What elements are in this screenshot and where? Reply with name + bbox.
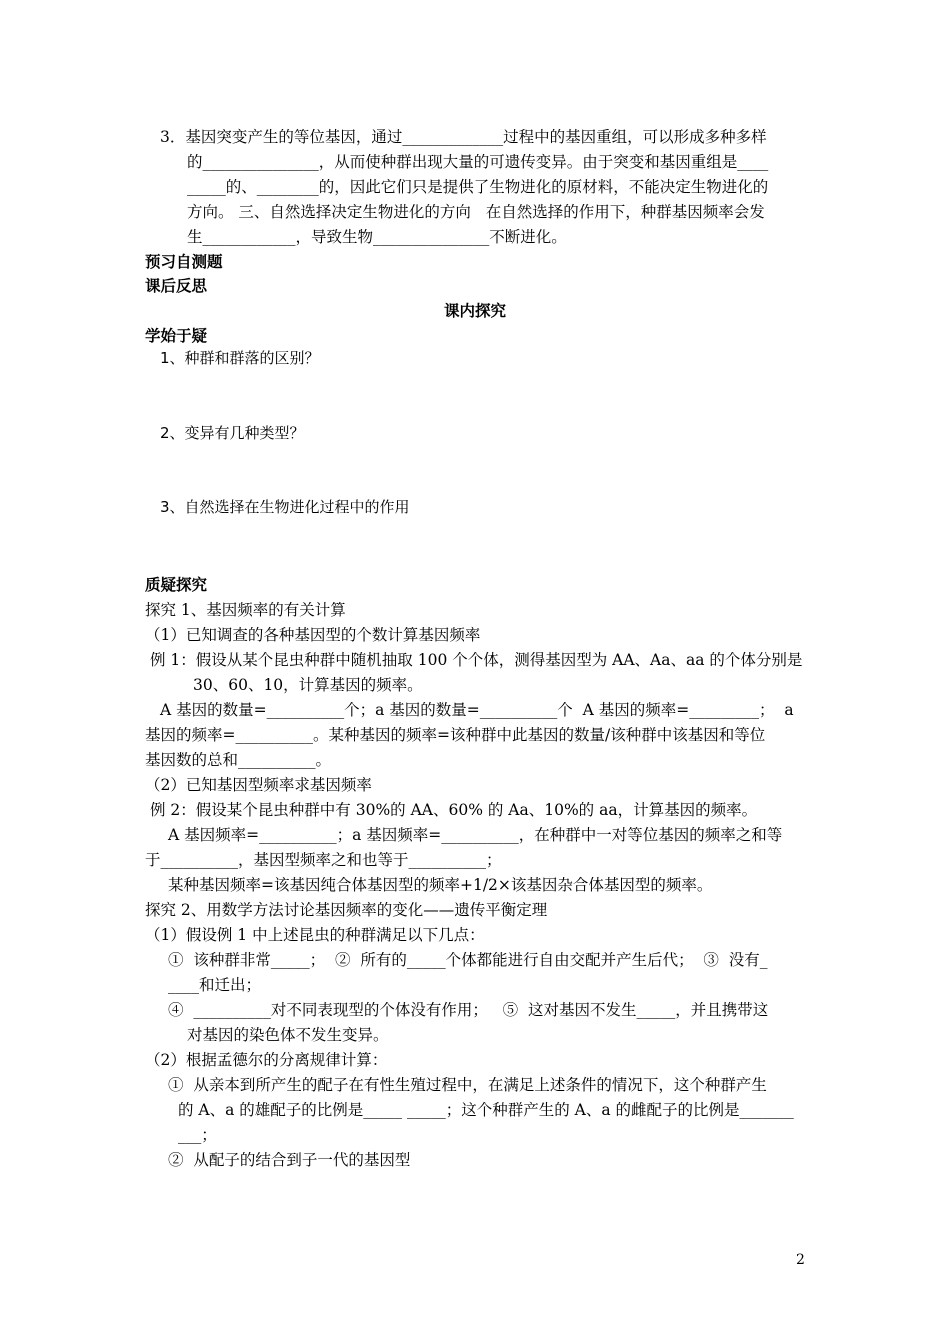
calc-line2: 基因的频率=__________。某种基因的频率=该种群中此基因的数量/该种群中该基因和等位 bbox=[145, 726, 766, 744]
question-1: 1、种群和群落的区别？ bbox=[160, 349, 320, 367]
heading-preview-test: 预习自测题 bbox=[145, 253, 223, 271]
question-3: 3、自然选择在生物进化过程中的作用 bbox=[160, 498, 410, 516]
explore1-title: 探究 1、基因频率的有关计算 bbox=[145, 601, 346, 619]
section3-line5: 生____________，导致生物_______________不断进化。 bbox=[187, 228, 567, 246]
example2-line2: A 基因频率=__________；a 基因频率=__________，在种群中一对等位基因的频率之和等 bbox=[168, 826, 783, 844]
conditions-line4: 对基因的染色体不发生变异。 bbox=[187, 1026, 389, 1044]
section3-line3: _____的、________的，因此它们只是提供了生物进化的原材料，不能决定生物进化的 bbox=[187, 178, 769, 196]
example1-line1: 例 1：假设从某个昆虫种群中随机抽取 100 个个体，测得基因型为 AA、Aa、aa 的个体分别是 bbox=[150, 651, 803, 669]
explore1-part1: （1）已知调查的各种基因型的个数计算基因频率 bbox=[145, 626, 481, 644]
page-number: 2 bbox=[796, 1252, 805, 1268]
explore2-part1: （1）假设例 1 中上述昆虫的种群满足以下几点： bbox=[145, 926, 485, 944]
derivation-line3: ___； bbox=[178, 1126, 217, 1144]
example2-line1: 例 2：假设某个昆虫种群中有 30%的 AA、60% 的 Aa、10%的 aa，计算基因的频率。 bbox=[150, 801, 758, 819]
section3-line1: 3．基因突变产生的等位基因，通过_____________过程中的基因重组，可以形成多种多样 bbox=[160, 128, 767, 146]
calc-line1: A 基因的数量=__________个；a 基因的数量=__________个 A 基因的频率=_________； a bbox=[160, 701, 794, 719]
heading-learn-from-doubt: 学始于疑 bbox=[145, 327, 208, 345]
example2-line3: 于__________，基因型频率之和也等于__________； bbox=[145, 851, 502, 869]
example2-line4: 某种基因频率=该基因纯合体基因型的频率+1/2×该基因杂合体基因型的频率。 bbox=[168, 876, 713, 894]
heading-question-explore: 质疑探究 bbox=[145, 576, 208, 594]
explore1-part2: （2）已知基因型频率求基因频率 bbox=[145, 776, 372, 794]
heading-in-class: 课内探究 bbox=[443, 302, 506, 320]
explore2-part2: （2）根据孟德尔的分离规律计算： bbox=[145, 1051, 388, 1069]
derivation-line2: 的 A、a 的雄配子的比例是_____ _____；这个种群产生的 A、a 的雌配子的比例是_______ bbox=[178, 1101, 794, 1119]
calc-line3: 基因数的总和__________。 bbox=[145, 751, 332, 769]
heading-after-class: 课后反思 bbox=[145, 277, 208, 295]
conditions-line1: ① 该种群非常_____； ② 所有的_____个体都能进行自由交配并产生后代； ③ 没有_ bbox=[168, 951, 768, 969]
question-2: 2、变异有几种类型？ bbox=[160, 424, 305, 442]
section3-line4: 方向。 三、自然选择决定生物进化的方向 在自然选择的作用下，种群基因频率会发 bbox=[187, 203, 765, 221]
section3-line2: 的_______________，从而使种群出现大量的可遗传变异。由于突变和基因重组是____ bbox=[187, 153, 769, 171]
example1-line2: 30、60、10，计算基因的频率。 bbox=[193, 676, 423, 694]
derivation-line4: ② 从配子的结合到子一代的基因型 bbox=[168, 1151, 411, 1169]
conditions-line2: ____和迁出； bbox=[168, 976, 262, 994]
derivation-line1: ① 从亲本到所产生的配子在有性生殖过程中，在满足上述条件的情况下，这个种群产生 bbox=[168, 1076, 767, 1094]
conditions-line3: ④ __________对不同表现型的个体没有作用； ⑤ 这对基因不发生_____，并且携带这 bbox=[168, 1001, 769, 1019]
explore2-title: 探究 2、用数学方法讨论基因频率的变化——遗传平衡定理 bbox=[145, 901, 548, 919]
